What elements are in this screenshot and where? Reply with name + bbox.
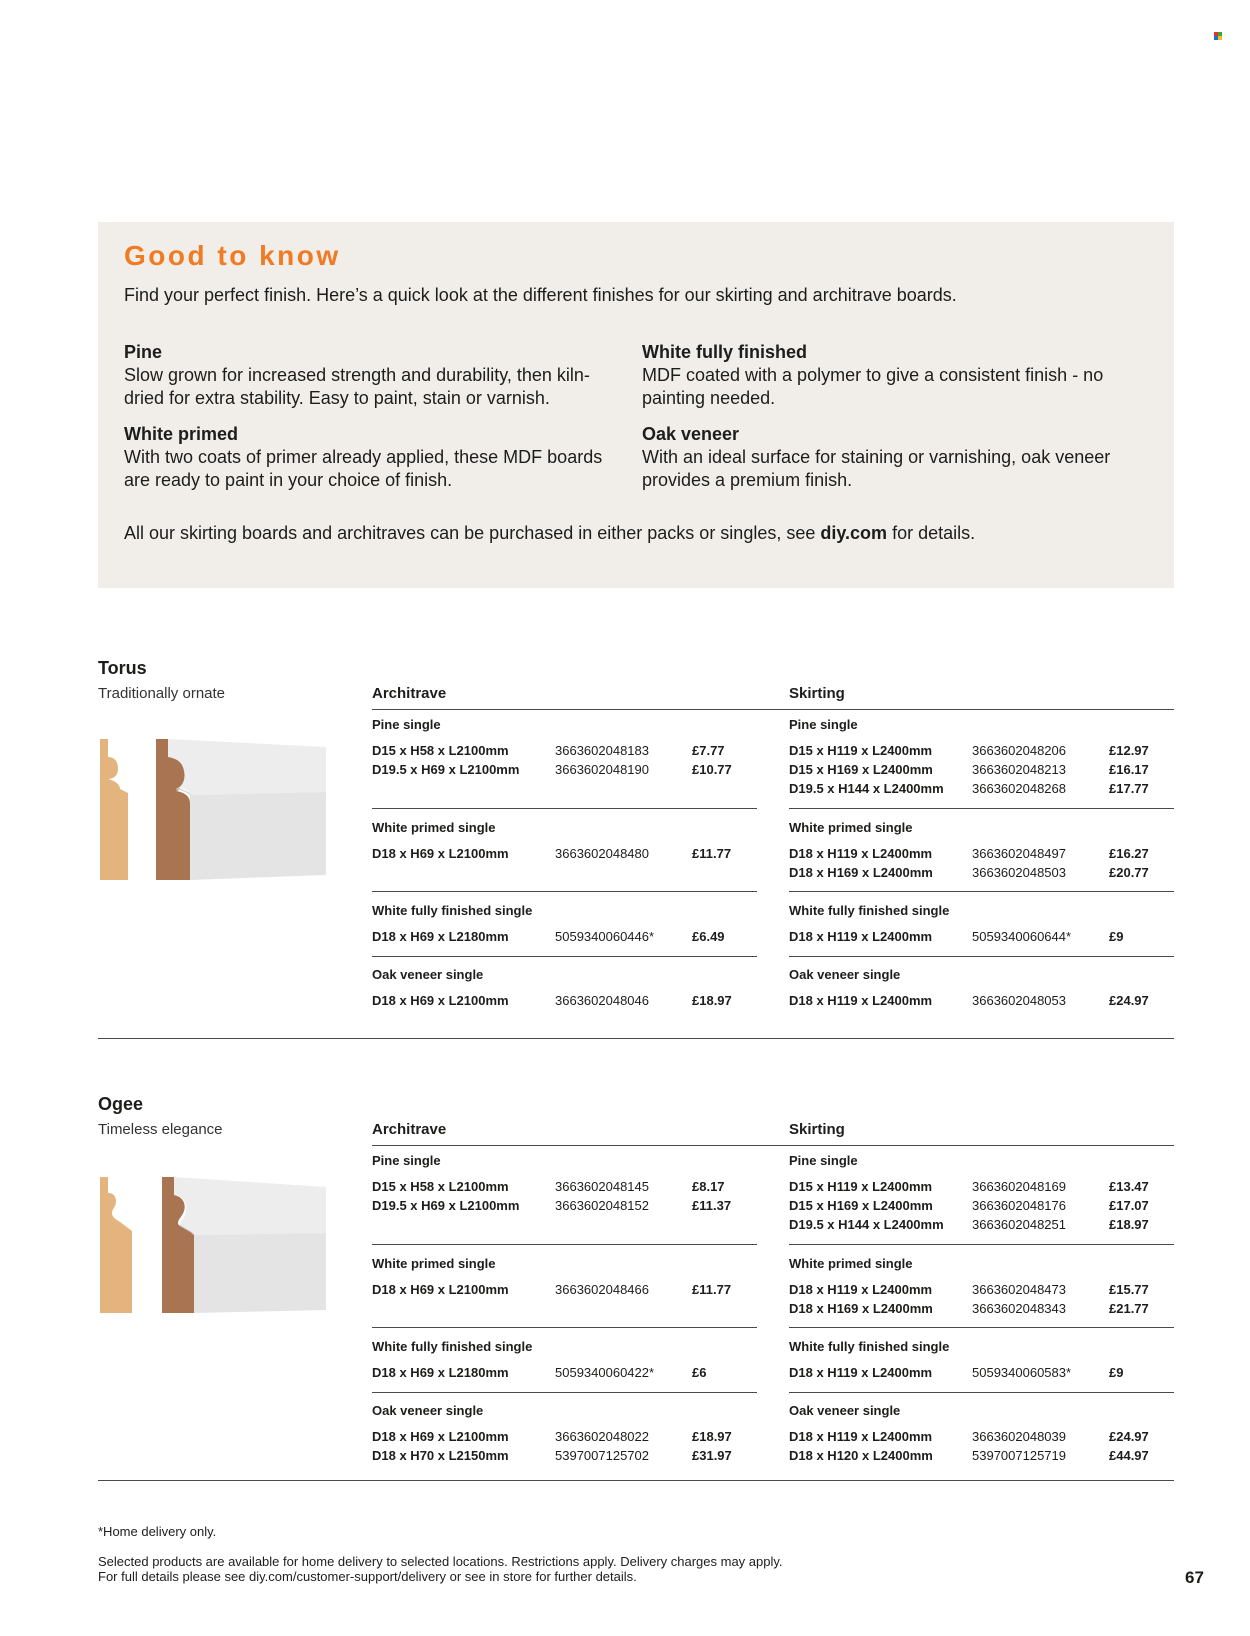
product-dimensions: D19.5 x H69 x L2100mm xyxy=(372,1198,520,1213)
diy-link[interactable]: diy.com xyxy=(820,523,888,543)
group-divider xyxy=(789,891,1174,892)
product-code: 5059340060446* xyxy=(555,929,655,944)
product-code: 3663602048503 xyxy=(972,865,1066,880)
group-divider xyxy=(372,1244,757,1245)
product-dimensions: D18 x H69 x L2180mm xyxy=(372,929,509,944)
product-price: £15.77 xyxy=(1109,1282,1149,1297)
delivery-note-line-1: Selected products are available for home delivery to selected locations. Restrictions apply. Delivery charges may apply. xyxy=(98,1554,783,1569)
product-row xyxy=(372,991,757,1010)
footer-text-end: for details. xyxy=(887,523,976,543)
ogee-moulding-illustration xyxy=(98,1175,328,1315)
architrave-group xyxy=(372,716,757,779)
home-delivery-note: *Home delivery only. xyxy=(98,1524,217,1539)
product-row xyxy=(372,741,757,760)
section-title: Ogee xyxy=(98,1094,144,1114)
finish-heading: White primed xyxy=(124,424,239,444)
product-price: £13.47 xyxy=(1109,1179,1149,1194)
finish-group-title: Pine single xyxy=(372,1153,441,1168)
product-code: 5059340060422* xyxy=(555,1365,655,1380)
good-to-know-footer xyxy=(124,523,975,544)
product-row xyxy=(372,1363,757,1382)
product-code: 3663602048053 xyxy=(972,993,1066,1008)
group-divider xyxy=(789,808,1174,809)
product-price: £20.77 xyxy=(1109,865,1149,880)
product-price: £6 xyxy=(692,1365,707,1380)
product-price: £17.07 xyxy=(1109,1198,1149,1213)
finish-body: Slow grown for increased strength and durability, then kiln-dried for extra stability. Easy to paint, stain or varnish. xyxy=(124,365,590,408)
skirting-group xyxy=(789,1402,1174,1465)
header-rule xyxy=(372,1145,1174,1146)
product-dimensions: D15 x H119 x L2400mm xyxy=(789,1179,933,1194)
product-row xyxy=(372,1196,757,1215)
skirting-group xyxy=(789,716,1174,798)
section-bottom-rule xyxy=(98,1480,1174,1481)
product-price: £8.17 xyxy=(692,1179,725,1194)
architrave-group xyxy=(372,902,757,946)
product-row xyxy=(789,863,1174,882)
product-row xyxy=(789,927,1174,946)
group-divider xyxy=(789,1244,1174,1245)
product-dimensions: D18 x H119 x L2400mm xyxy=(789,1365,933,1380)
finish-pine xyxy=(124,341,624,410)
finish-heading: White fully finished xyxy=(642,342,807,362)
group-divider xyxy=(789,1327,1174,1328)
product-price: £6.49 xyxy=(692,929,725,944)
product-code: 5397007125719 xyxy=(972,1448,1066,1463)
product-price: £17.77 xyxy=(1109,781,1149,796)
finish-group-title: White primed single xyxy=(372,820,496,835)
product-dimensions: D18 x H69 x L2100mm xyxy=(372,1429,509,1444)
product-dimensions: D19.5 x H144 x L2400mm xyxy=(789,781,944,796)
product-dimensions: D15 x H58 x L2100mm xyxy=(372,1179,509,1194)
product-row xyxy=(372,1177,757,1196)
finish-group-title: White primed single xyxy=(789,820,913,835)
group-divider xyxy=(372,808,757,809)
product-code: 3663602048039 xyxy=(972,1429,1066,1444)
product-price: £12.97 xyxy=(1109,743,1149,758)
finish-body: MDF coated with a polymer to give a consistent finish - no painting needed. xyxy=(642,365,1104,408)
page-number: 67 xyxy=(1185,1568,1204,1587)
product-row xyxy=(789,1215,1174,1234)
finish-group-title: White fully finished single xyxy=(789,1339,950,1354)
skirting-group xyxy=(789,966,1174,1010)
product-code: 3663602048497 xyxy=(972,846,1066,861)
good-to-know-title: Good to know xyxy=(124,240,341,271)
group-divider xyxy=(789,1392,1174,1393)
product-dimensions: D15 x H169 x L2400mm xyxy=(789,1198,933,1213)
product-dimensions: D18 x H69 x L2100mm xyxy=(372,846,509,861)
group-divider xyxy=(789,956,1174,957)
product-row xyxy=(789,1363,1174,1382)
product-row xyxy=(372,927,757,946)
product-code: 3663602048022 xyxy=(555,1429,649,1444)
good-to-know-box xyxy=(98,222,1174,588)
group-divider xyxy=(372,1392,757,1393)
ogee-section xyxy=(98,1094,1174,1494)
finish-group-title: White primed single xyxy=(372,1256,496,1271)
product-dimensions: D18 x H119 x L2400mm xyxy=(789,1429,933,1444)
product-price: £16.27 xyxy=(1109,846,1149,861)
product-dimensions: D18 x H119 x L2400mm xyxy=(789,993,933,1008)
product-price: £24.97 xyxy=(1109,993,1149,1008)
architrave-group xyxy=(372,1338,757,1382)
product-code: 3663602048480 xyxy=(555,846,649,861)
footer-text: All our skirting boards and architraves can be purchased in either packs or singles, see xyxy=(124,523,821,543)
finish-white-fully-finished xyxy=(642,341,1142,410)
product-price: £10.77 xyxy=(692,762,732,777)
product-dimensions: D19.5 x H69 x L2100mm xyxy=(372,762,520,777)
finish-group-title: White fully finished single xyxy=(789,903,950,918)
product-price: £21.77 xyxy=(1109,1301,1149,1316)
product-dimensions: D18 x H69 x L2100mm xyxy=(372,993,509,1008)
architrave-group xyxy=(372,1152,757,1215)
finish-group-title: Pine single xyxy=(789,1153,858,1168)
product-dimensions: D19.5 x H144 x L2400mm xyxy=(789,1217,944,1232)
product-code: 3663602048176 xyxy=(972,1198,1066,1213)
product-price: £11.77 xyxy=(692,1282,732,1297)
delivery-note-line-2: For full details please see diy.com/customer-support/delivery or see in store for further details. xyxy=(98,1569,637,1584)
product-row xyxy=(789,1427,1174,1446)
product-price: £9 xyxy=(1109,1365,1124,1380)
product-row xyxy=(789,991,1174,1010)
skirting-group xyxy=(789,902,1174,946)
product-dimensions: D18 x H119 x L2400mm xyxy=(789,1282,933,1297)
product-dimensions: D15 x H119 x L2400mm xyxy=(789,743,933,758)
product-price: £16.17 xyxy=(1109,762,1149,777)
product-code: 3663602048251 xyxy=(972,1217,1066,1232)
finish-group-title: Oak veneer single xyxy=(372,967,484,982)
product-code: 3663602048152 xyxy=(555,1198,649,1213)
product-dimensions: D18 x H169 x L2400mm xyxy=(789,865,933,880)
product-row xyxy=(789,1446,1174,1465)
product-code: 3663602048343 xyxy=(972,1301,1066,1316)
skirting-heading: Skirting xyxy=(789,685,845,702)
product-code: 5059340060583* xyxy=(972,1365,1072,1380)
skirting-group xyxy=(789,819,1174,882)
architrave-heading: Architrave xyxy=(372,1121,447,1138)
product-code: 5059340060644* xyxy=(972,929,1072,944)
product-dimensions: D18 x H169 x L2400mm xyxy=(789,1301,933,1316)
finish-group-title: Oak veneer single xyxy=(372,1403,484,1418)
product-code: 3663602048183 xyxy=(555,743,649,758)
finish-body: With two coats of primer already applied, these MDF boards are ready to paint in your choice of finish. xyxy=(124,447,603,490)
section-title: Torus xyxy=(98,658,147,678)
finish-heading: Oak veneer xyxy=(642,424,740,444)
architrave-group xyxy=(372,1255,757,1299)
product-price: £18.97 xyxy=(692,1429,732,1444)
product-row xyxy=(789,1299,1174,1318)
product-dimensions: D18 x H70 x L2150mm xyxy=(372,1448,509,1463)
group-divider xyxy=(372,1327,757,1328)
product-row xyxy=(789,779,1174,798)
product-row xyxy=(372,760,757,779)
product-dimensions: D18 x H120 x L2400mm xyxy=(789,1448,933,1463)
product-code: 3663602048213 xyxy=(972,762,1066,777)
product-price: £7.77 xyxy=(692,743,725,758)
product-row xyxy=(372,1427,757,1446)
header-rule xyxy=(372,709,1174,710)
product-code: 3663602048466 xyxy=(555,1282,649,1297)
architrave-heading: Architrave xyxy=(372,685,447,702)
product-dimensions: D18 x H119 x L2400mm xyxy=(789,929,933,944)
product-code: 3663602048268 xyxy=(972,781,1066,796)
product-price: £9 xyxy=(1109,929,1124,944)
finish-white-primed xyxy=(124,423,624,492)
finish-group-title: White primed single xyxy=(789,1256,913,1271)
finish-group-title: White fully finished single xyxy=(372,1339,533,1354)
product-row xyxy=(789,1177,1174,1196)
finish-group-title: Pine single xyxy=(789,717,858,732)
finish-group-title: White fully finished single xyxy=(372,903,533,918)
torus-section xyxy=(98,658,1174,1053)
product-row xyxy=(372,1280,757,1299)
product-code: 3663602048046 xyxy=(555,993,649,1008)
product-price: £24.97 xyxy=(1109,1429,1149,1444)
finish-body: With an ideal surface for staining or varnishing, oak veneer provides a premium finish. xyxy=(642,447,1111,490)
product-row xyxy=(372,1446,757,1465)
skirting-group xyxy=(789,1255,1174,1318)
finish-group-title: Pine single xyxy=(372,717,441,732)
section-subtitle: Traditionally ornate xyxy=(98,685,226,702)
product-dimensions: D15 x H58 x L2100mm xyxy=(372,743,509,758)
product-code: 5397007125702 xyxy=(555,1448,649,1463)
product-row xyxy=(789,741,1174,760)
finish-group-title: Oak veneer single xyxy=(789,1403,901,1418)
product-price: £18.97 xyxy=(692,993,732,1008)
skirting-group xyxy=(789,1152,1174,1234)
section-bottom-rule xyxy=(98,1038,1174,1039)
corner-color-mark xyxy=(1214,32,1222,40)
product-code: 3663602048206 xyxy=(972,743,1066,758)
good-to-know-intro: Find your perfect finish. Here’s a quick look at the different finishes for our skirting and architrave boards. xyxy=(124,285,957,305)
product-row xyxy=(789,1280,1174,1299)
group-divider xyxy=(372,891,757,892)
architrave-group xyxy=(372,819,757,863)
architrave-group xyxy=(372,1402,757,1465)
product-code: 3663602048145 xyxy=(555,1179,649,1194)
product-price: £11.37 xyxy=(692,1198,732,1213)
finish-group-title: Oak veneer single xyxy=(789,967,901,982)
torus-moulding-illustration xyxy=(98,737,328,882)
skirting-heading: Skirting xyxy=(789,1121,845,1138)
product-row xyxy=(372,844,757,863)
product-dimensions: D18 x H69 x L2180mm xyxy=(372,1365,509,1380)
product-price: £18.97 xyxy=(1109,1217,1149,1232)
product-dimensions: D18 x H69 x L2100mm xyxy=(372,1282,509,1297)
product-row xyxy=(789,844,1174,863)
product-price: £31.97 xyxy=(692,1448,732,1463)
skirting-group xyxy=(789,1338,1174,1382)
product-row xyxy=(789,1196,1174,1215)
product-price: £44.97 xyxy=(1109,1448,1149,1463)
architrave-group xyxy=(372,966,757,1010)
group-divider xyxy=(372,956,757,957)
product-code: 3663602048473 xyxy=(972,1282,1066,1297)
finish-heading: Pine xyxy=(124,342,163,362)
product-price: £11.77 xyxy=(692,846,732,861)
product-code: 3663602048169 xyxy=(972,1179,1066,1194)
product-dimensions: D18 x H119 x L2400mm xyxy=(789,846,933,861)
finish-oak-veneer xyxy=(642,423,1142,492)
product-dimensions: D15 x H169 x L2400mm xyxy=(789,762,933,777)
product-code: 3663602048190 xyxy=(555,762,649,777)
section-subtitle: Timeless elegance xyxy=(98,1121,223,1138)
product-row xyxy=(789,760,1174,779)
